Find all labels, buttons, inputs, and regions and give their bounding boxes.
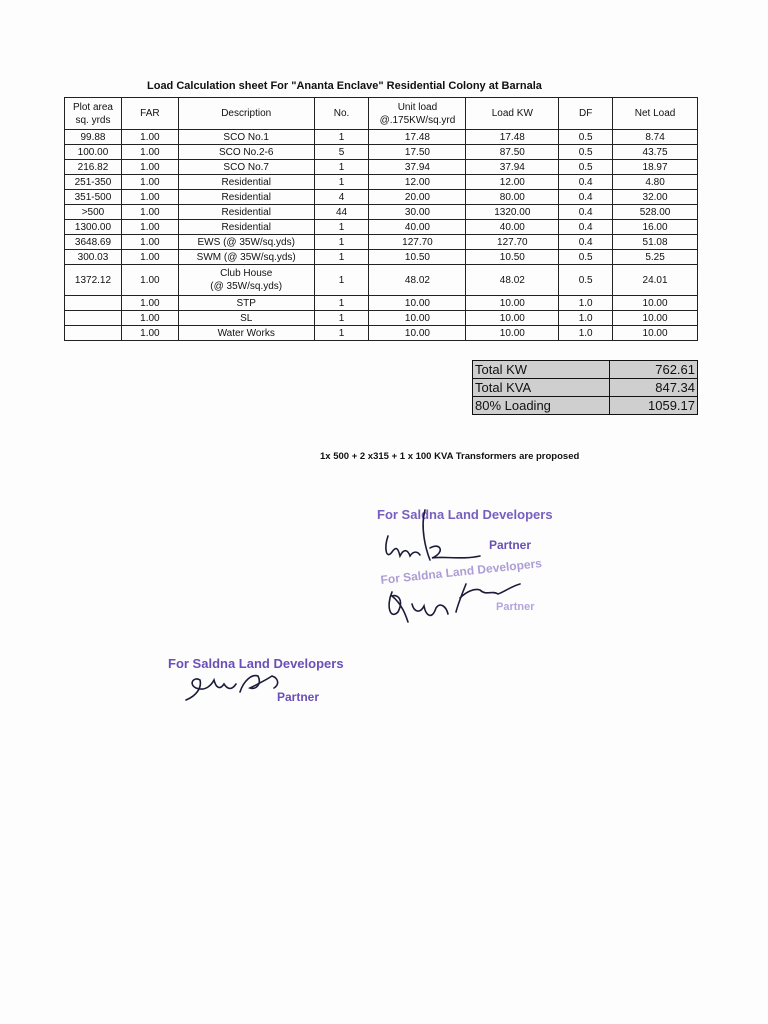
stamp2-partner: Partner (277, 690, 320, 704)
far-cell: 1.00 (121, 311, 178, 326)
count-cell: 1 (314, 130, 369, 145)
plot-area-cell: 351-500 (65, 190, 122, 205)
unit-load-cell: 17.50 (369, 145, 466, 160)
count-cell: 1 (314, 160, 369, 175)
stamp1-line1: For Saldna Land Developers (377, 507, 553, 522)
df-cell: 0.4 (559, 235, 613, 250)
description-cell: SCO No.7 (178, 160, 314, 175)
transformer-proposal: 1x 500 + 2 x315 + 1 x 100 KVA Transformers are proposed (320, 451, 580, 462)
net-load-cell: 528.00 (613, 205, 698, 220)
plot-area-cell: 1300.00 (65, 220, 122, 235)
net-load-cell: 18.97 (613, 160, 698, 175)
header-df: DF (559, 98, 613, 130)
far-cell: 1.00 (121, 205, 178, 220)
description-cell: SCO No.2-6 (178, 145, 314, 160)
unit-load-cell: 17.48 (369, 130, 466, 145)
df-cell: 0.5 (559, 130, 613, 145)
count-cell: 1 (314, 265, 369, 296)
far-cell: 1.00 (121, 265, 178, 296)
plot-area-cell: 216.82 (65, 160, 122, 175)
far-cell: 1.00 (121, 220, 178, 235)
header-unit-load: Unit load @.175KW/sq.yrd (369, 98, 466, 130)
far-cell: 1.00 (121, 190, 178, 205)
net-load-cell: 10.00 (613, 326, 698, 341)
count-cell: 1 (314, 235, 369, 250)
load-kw-cell: 10.00 (466, 326, 559, 341)
plot-area-cell: 3648.69 (65, 235, 122, 250)
net-load-cell: 8.74 (613, 130, 698, 145)
far-cell: 1.00 (121, 250, 178, 265)
df-cell: 0.5 (559, 160, 613, 175)
unit-load-cell: 12.00 (369, 175, 466, 190)
count-cell: 1 (314, 311, 369, 326)
unit-load-cell: 37.94 (369, 160, 466, 175)
unit-load-cell: 10.00 (369, 326, 466, 341)
net-load-cell: 10.00 (613, 296, 698, 311)
far-cell: 1.00 (121, 160, 178, 175)
unit-load-cell: 10.50 (369, 250, 466, 265)
far-cell: 1.00 (121, 175, 178, 190)
description-cell: Residential (178, 190, 314, 205)
load-kw-cell: 10.00 (466, 311, 559, 326)
plot-area-cell: 100.00 (65, 145, 122, 160)
load-kw-cell: 10.50 (466, 250, 559, 265)
df-cell: 0.5 (559, 145, 613, 160)
description-cell: STP (178, 296, 314, 311)
description-cell: SL (178, 311, 314, 326)
load-kw-cell: 80.00 (466, 190, 559, 205)
unit-load-cell: 10.00 (369, 311, 466, 326)
load-kw-cell: 127.70 (466, 235, 559, 250)
load-kw-cell: 40.00 (466, 220, 559, 235)
count-cell: 1 (314, 220, 369, 235)
plot-area-cell: >500 (65, 205, 122, 220)
far-cell: 1.00 (121, 235, 178, 250)
net-load-cell: 24.01 (613, 265, 698, 296)
plot-area-cell: 99.88 (65, 130, 122, 145)
load-kw-cell: 1320.00 (466, 205, 559, 220)
count-cell: 1 (314, 296, 369, 311)
df-cell: 0.4 (559, 175, 613, 190)
plot-area-cell: 251-350 (65, 175, 122, 190)
net-load-cell: 51.08 (613, 235, 698, 250)
load-kw-cell: 87.50 (466, 145, 559, 160)
count-cell: 1 (314, 326, 369, 341)
count-cell: 4 (314, 190, 369, 205)
net-load-cell: 16.00 (613, 220, 698, 235)
far-cell: 1.00 (121, 130, 178, 145)
header-no: No. (314, 98, 369, 130)
total-kva-value: 847.34 (609, 379, 697, 397)
count-cell: 1 (314, 175, 369, 190)
description-cell: Residential (178, 175, 314, 190)
df-cell: 0.4 (559, 205, 613, 220)
net-load-cell: 32.00 (613, 190, 698, 205)
load-kw-cell: 12.00 (466, 175, 559, 190)
loading-value: 1059.17 (609, 397, 697, 415)
df-cell: 0.5 (559, 265, 613, 296)
description-cell: SCO No.1 (178, 130, 314, 145)
description-cell: Club House (@ 35W/sq.yds) (178, 265, 314, 296)
load-kw-cell: 17.48 (466, 130, 559, 145)
far-cell: 1.00 (121, 296, 178, 311)
signature-3 (186, 676, 278, 700)
net-load-cell: 4.80 (613, 175, 698, 190)
df-cell: 0.4 (559, 220, 613, 235)
total-kw-label: Total KW (473, 361, 610, 379)
description-cell: EWS (@ 35W/sq.yds) (178, 235, 314, 250)
header-far: FAR (121, 98, 178, 130)
sheet-title: Load Calculation sheet For "Ananta Enclave" Residential Colony at Barnala (147, 80, 542, 92)
df-cell: 1.0 (559, 326, 613, 341)
net-load-cell: 43.75 (613, 145, 698, 160)
df-cell: 1.0 (559, 296, 613, 311)
count-cell: 44 (314, 205, 369, 220)
df-cell: 0.4 (559, 190, 613, 205)
description-cell: SWM (@ 35W/sq.yds) (178, 250, 314, 265)
description-cell: Residential (178, 220, 314, 235)
load-kw-cell: 10.00 (466, 296, 559, 311)
far-cell: 1.00 (121, 145, 178, 160)
unit-load-cell: 20.00 (369, 190, 466, 205)
header-load-kw: Load KW (466, 98, 559, 130)
plot-area-cell: 300.03 (65, 250, 122, 265)
total-kw-value: 762.61 (609, 361, 697, 379)
plot-area-cell: 1372.12 (65, 265, 122, 296)
stamp2-line1: For Saldna Land Developers (168, 656, 344, 671)
count-cell: 1 (314, 250, 369, 265)
unit-load-cell: 10.00 (369, 296, 466, 311)
far-cell: 1.00 (121, 326, 178, 341)
header-description: Description (178, 98, 314, 130)
stamp1-partner: Partner (489, 538, 532, 552)
load-kw-cell: 37.94 (466, 160, 559, 175)
description-cell: Residential (178, 205, 314, 220)
unit-load-cell: 30.00 (369, 205, 466, 220)
unit-load-cell: 127.70 (369, 235, 466, 250)
description-cell: Water Works (178, 326, 314, 341)
total-kva-label: Total KVA (473, 379, 610, 397)
load-kw-cell: 48.02 (466, 265, 559, 296)
loading-label: 80% Loading (473, 397, 610, 415)
count-cell: 5 (314, 145, 369, 160)
net-load-cell: 5.25 (613, 250, 698, 265)
df-cell: 1.0 (559, 311, 613, 326)
stamp1-partner2: Partner (496, 601, 535, 613)
net-load-cell: 10.00 (613, 311, 698, 326)
unit-load-cell: 40.00 (369, 220, 466, 235)
unit-load-cell: 48.02 (369, 265, 466, 296)
df-cell: 0.5 (559, 250, 613, 265)
stamp1-line2: For Saldna Land Developers (379, 556, 543, 587)
header-plot-area: Plot area sq. yrds (65, 98, 122, 130)
header-net-load: Net Load (613, 98, 698, 130)
